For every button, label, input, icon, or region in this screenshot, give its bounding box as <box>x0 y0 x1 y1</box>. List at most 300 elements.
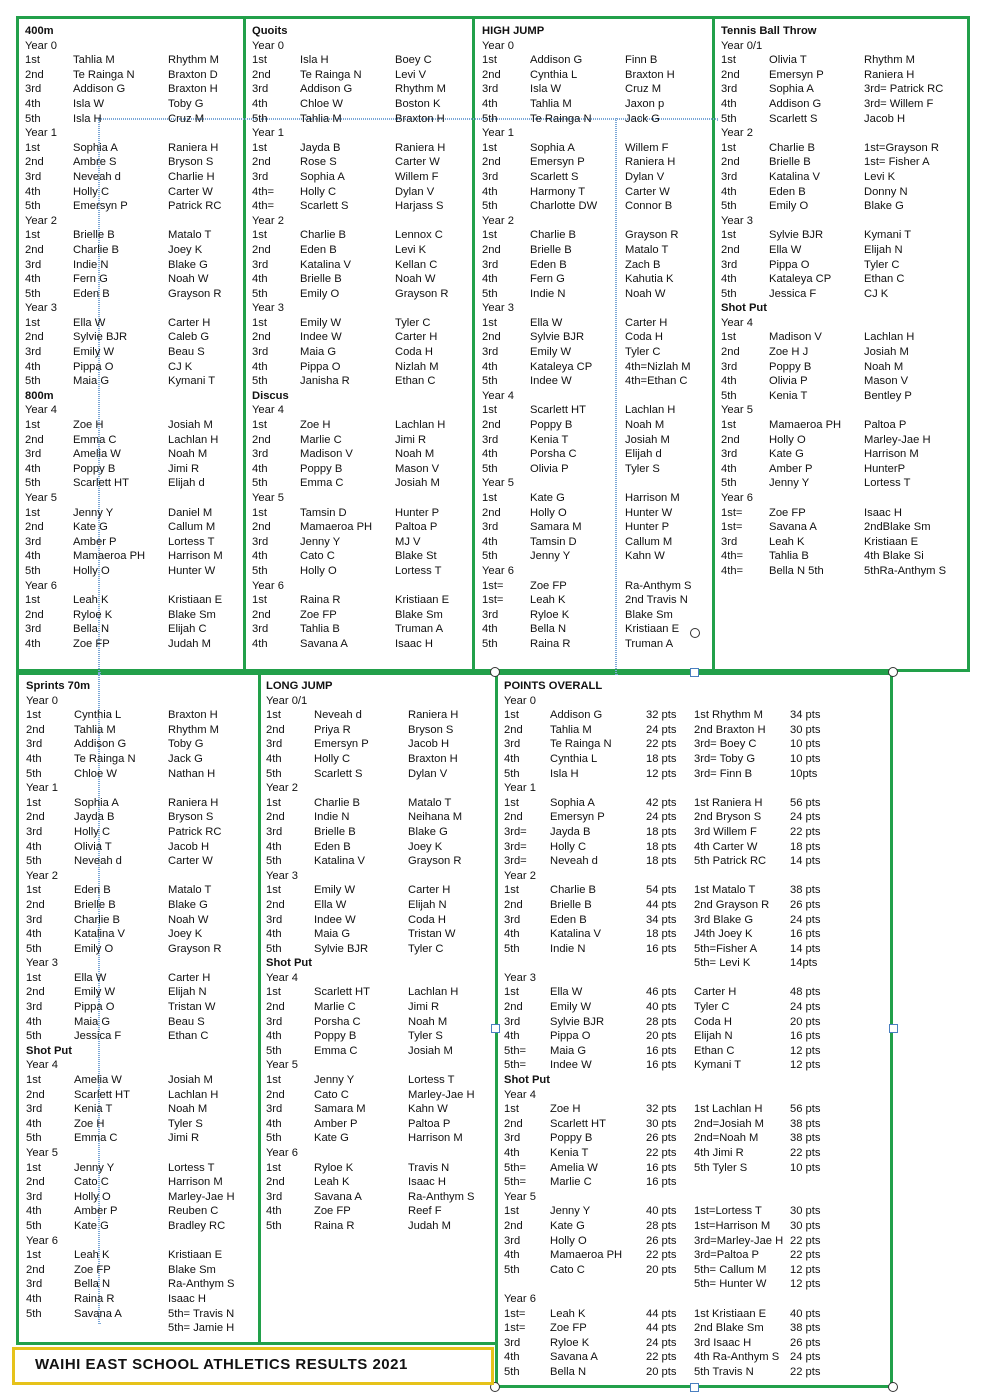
name-cell: Isla H <box>300 54 329 67</box>
resize-handle[interactable] <box>888 1382 898 1392</box>
points-cell: Carter W <box>168 855 213 868</box>
points-cell: Dylan V <box>625 170 665 183</box>
year-heading: Year 6 <box>721 492 753 504</box>
name-cell: Cato C <box>550 1263 585 1276</box>
place-cell: 3rd <box>482 433 499 446</box>
name-cell: Mamaeroa PH <box>73 550 146 563</box>
points-cell: Noah W <box>395 273 436 286</box>
place-cell: 4th <box>266 752 282 765</box>
name-cell: Poppy B <box>300 462 343 475</box>
name-cell: Samara M <box>530 521 582 534</box>
name-cell: 5th Patrick RC <box>694 855 767 868</box>
name-cell: 2nd Grayson R <box>694 898 770 911</box>
points-cell: Kellan C <box>395 258 438 271</box>
place-cell: 1st <box>721 54 736 67</box>
name-cell: Porsha C <box>530 448 577 461</box>
name-cell: Holly O <box>769 433 806 446</box>
name-cell: Scarlett S <box>530 170 579 183</box>
name-cell: Zoe H <box>550 1103 581 1116</box>
place-cell: 1st <box>252 506 267 519</box>
name-cell: Kate G <box>314 1132 349 1145</box>
place-cell: 5th <box>482 287 498 300</box>
place-cell: 3rd <box>482 170 499 183</box>
place-cell: 2nd <box>26 1263 45 1276</box>
place-cell: 4th <box>252 550 268 563</box>
points-cell: 20 pts <box>646 1263 677 1276</box>
points-cell: Carter H <box>168 971 211 984</box>
selection-guide <box>615 118 617 675</box>
place-cell: 2nd <box>482 419 501 432</box>
name-cell: Pippa O <box>300 360 341 373</box>
name-cell: Poppy B <box>314 1030 357 1043</box>
year-heading: Year 6 <box>252 579 284 592</box>
name-cell: Raina R <box>74 1292 115 1305</box>
year-heading: Year 3 <box>25 302 57 315</box>
points-cell: Noah M <box>864 360 904 373</box>
year-heading: Year 3 <box>721 214 753 227</box>
points-cell: Rhythm M <box>864 54 915 67</box>
name-cell: Eden B <box>530 258 567 271</box>
place-cell: 1st <box>504 709 519 722</box>
name-cell: Sylvie BJR <box>550 1015 605 1028</box>
name-cell: Te Rainga N <box>300 68 362 81</box>
name-cell: Tamsin D <box>300 506 347 519</box>
name-cell: Eden B <box>74 884 111 897</box>
points-cell: Kristiaan E <box>168 1249 223 1262</box>
place-cell: 5th <box>721 389 737 402</box>
points-cell: 22 pts <box>790 1249 821 1262</box>
place-cell: 2nd <box>25 243 44 256</box>
name-cell: Eden B <box>550 913 587 926</box>
points-cell: 30 pts <box>790 1205 821 1218</box>
name-cell: Kataleya CP <box>530 360 593 373</box>
name-cell: Sophia A <box>300 170 345 183</box>
points-cell: HunterP <box>864 462 906 475</box>
points-cell: Ra-Anthym S <box>408 1190 475 1203</box>
place-cell: 4th <box>25 97 41 110</box>
name-cell: Ella W <box>74 971 107 984</box>
name-cell: Bella N <box>73 623 110 636</box>
name-cell: Addison G <box>550 709 603 722</box>
name-cell: Holly C <box>300 185 337 198</box>
points-cell: 26 pts <box>646 1234 677 1247</box>
points-cell: 56 pts <box>790 1103 821 1116</box>
points-cell: 18 pts <box>646 840 677 853</box>
name-cell: Pippa O <box>73 360 114 373</box>
points-cell: Bryson S <box>408 723 454 736</box>
name-cell: Kate G <box>73 521 108 534</box>
year-heading: Year 0 <box>482 39 514 52</box>
place-cell: 3rd <box>25 83 42 96</box>
place-cell: 1st <box>721 419 736 432</box>
points-cell: Raniera H <box>395 141 446 154</box>
place-cell: 2nd <box>504 898 523 911</box>
name-cell: Bella N <box>550 1365 587 1378</box>
name-cell: Holly O <box>550 1234 587 1247</box>
name-cell: Cynthia L <box>74 709 122 722</box>
place-cell: 3rd <box>26 913 43 926</box>
place-cell: 3rd <box>25 535 42 548</box>
points-cell: Noah W <box>625 287 666 300</box>
place-cell: 1st <box>482 54 497 67</box>
name-cell: Charlie B <box>550 884 597 897</box>
year-heading: Year 2 <box>721 127 753 140</box>
points-cell: Neihana M <box>408 811 463 824</box>
points-cell: Boey C <box>395 54 432 67</box>
name-cell: Tahlia B <box>300 623 340 636</box>
name-cell: Elijah N <box>694 1030 733 1043</box>
points-cell: Josiah M <box>864 346 909 359</box>
place-cell: 1st <box>266 796 281 809</box>
place-cell: 3rd= <box>504 840 527 853</box>
resize-handle[interactable] <box>690 668 699 677</box>
year-heading: Year 6 <box>504 1292 536 1305</box>
name-cell: Ella W <box>769 243 802 256</box>
name-cell: 4th Carter W <box>694 840 758 853</box>
name-cell: Neveah d <box>314 709 362 722</box>
place-cell: 4th= <box>252 185 275 198</box>
name-cell: Jenny Y <box>769 477 810 490</box>
points-cell: Jack G <box>168 752 203 765</box>
name-cell: Madison V <box>300 448 353 461</box>
place-cell: 3rd <box>482 83 499 96</box>
place-cell: 4th <box>26 1117 42 1130</box>
points-cell: 28 pts <box>646 1219 677 1232</box>
name-cell: Indee W <box>530 375 572 388</box>
points-cell: Braxton D <box>168 68 218 81</box>
event-heading: Sprints 70m <box>26 680 91 692</box>
place-cell: 1st= <box>482 594 504 607</box>
event-heading: Shot Put <box>504 1074 550 1087</box>
name-cell: Leah K <box>74 1249 110 1262</box>
points-cell: Coda H <box>395 346 433 359</box>
points-cell: 3rd= Patrick RC <box>864 83 944 96</box>
points-cell: 4th=Ethan C <box>625 375 688 388</box>
name-cell: Neveah d <box>74 855 122 868</box>
name-cell: Ambre S <box>73 156 117 169</box>
points-cell: Bryson S <box>168 811 214 824</box>
place-cell: 3rd= <box>504 855 527 868</box>
name-cell: Kate G <box>550 1219 585 1232</box>
name-cell: Marlie C <box>314 1001 356 1014</box>
points-cell: Toby G <box>168 97 204 110</box>
place-cell: 2nd <box>252 243 271 256</box>
name-cell: 1st Kristiaan E <box>694 1307 767 1320</box>
name-cell: Savana A <box>769 521 817 534</box>
points-cell: Jaxon p <box>625 97 665 110</box>
year-heading: Year 5 <box>26 1147 58 1159</box>
points-cell: Jacob H <box>168 840 210 853</box>
points-cell: Elijah N <box>408 898 447 911</box>
name-cell: Emersyn P <box>769 68 824 81</box>
place-cell: 5th <box>721 287 737 300</box>
points-cell: Matalo T <box>408 796 452 809</box>
place-cell: 5th <box>26 1132 42 1145</box>
points-cell: Paltoa P <box>864 419 907 432</box>
points-cell: 40 pts <box>790 1307 821 1320</box>
year-heading: Year 0 <box>504 694 536 707</box>
year-heading: Year 1 <box>26 782 58 795</box>
points-cell: Kahn W <box>408 1103 448 1116</box>
points-cell: Rhythm M <box>168 54 219 67</box>
year-heading: Year 4 <box>26 1059 58 1072</box>
points-cell: 26 pts <box>646 1132 677 1145</box>
name-cell: Holly O <box>300 564 337 577</box>
name-cell: Amelia W <box>73 448 121 461</box>
name-cell: Zoe H J <box>769 346 809 359</box>
page-title: WAIHI EAST SCHOOL ATHLETICS RESULTS 2021 <box>12 1347 494 1385</box>
name-cell: Indie N <box>314 811 350 824</box>
place-cell: 4th <box>266 1205 282 1218</box>
name-cell: Scarlett S <box>300 200 349 213</box>
name-cell: Emma C <box>300 477 344 490</box>
name-cell: Katalina V <box>550 928 601 941</box>
resize-handle[interactable] <box>491 1024 500 1033</box>
points-cell: Raniera H <box>408 709 459 722</box>
resize-handle[interactable] <box>690 1383 699 1392</box>
name-cell: Isla H <box>550 767 579 780</box>
name-cell: Brielle B <box>74 898 116 911</box>
points-cell: Jimi R <box>395 433 427 446</box>
resize-handle[interactable] <box>690 628 700 638</box>
points-cell: Blake St <box>395 550 437 563</box>
place-cell: 3rd <box>266 1190 283 1203</box>
name-cell: Pippa O <box>769 258 810 271</box>
place-cell: 4th= <box>721 550 744 563</box>
place-cell: 4th <box>721 375 737 388</box>
year-heading: Year 1 <box>482 127 514 140</box>
place-cell: 1st <box>266 884 281 897</box>
points-cell: 1st=Grayson R <box>864 141 939 154</box>
name-cell: Sophia A <box>74 796 119 809</box>
points-cell: Callum M <box>625 535 673 548</box>
name-cell: Savana A <box>314 1190 362 1203</box>
points-cell: 32 pts <box>646 709 677 722</box>
place-cell: 4th <box>25 185 41 198</box>
place-cell: 4th= <box>252 200 275 213</box>
points-cell: 30 pts <box>790 723 821 736</box>
place-cell: 4th <box>25 462 41 475</box>
place-cell: 3rd <box>721 535 738 548</box>
name-cell: Maia G <box>314 928 351 941</box>
points-cell: Lortess T <box>408 1074 455 1087</box>
points-cell: Paltoa P <box>395 521 438 534</box>
points-cell: Bradley RC <box>168 1219 226 1232</box>
points-cell: Connor B <box>625 200 673 213</box>
place-cell: 3rd <box>482 521 499 534</box>
resize-handle[interactable] <box>889 1024 898 1033</box>
name-cell: Poppy B <box>530 419 573 432</box>
name-cell: Marlie C <box>300 433 342 446</box>
place-cell: 5th <box>252 477 268 490</box>
points-cell: Matalo T <box>168 229 212 242</box>
name-cell: Tahlia M <box>530 97 572 110</box>
place-cell: 3rd <box>252 83 269 96</box>
name-cell: 1st Raniera H <box>694 796 763 809</box>
place-cell: 3rd <box>252 258 269 271</box>
points-cell: 38 pts <box>790 884 821 897</box>
place-cell: 2nd <box>25 331 44 344</box>
points-cell: Braxton H <box>168 83 218 96</box>
place-cell: 1st <box>26 971 41 984</box>
name-cell: Isla H <box>73 112 102 125</box>
points-cell: Josiah M <box>168 419 213 432</box>
place-cell: 2nd <box>26 811 45 824</box>
points-cell: Joey K <box>408 840 443 853</box>
name-cell: Olivia P <box>769 375 808 388</box>
year-heading: Year 3 <box>266 869 298 882</box>
points-cell: Noah M <box>408 1015 448 1028</box>
place-cell: 4th <box>721 273 737 286</box>
points-cell: 26 pts <box>790 1336 821 1349</box>
name-cell: J4th Joey K <box>694 928 753 941</box>
name-cell: Katalina V <box>300 258 351 271</box>
place-cell: 5th <box>25 200 41 213</box>
points-cell: Mason V <box>395 462 440 475</box>
name-cell: Charlie B <box>314 796 361 809</box>
points-cell: Caleb G <box>168 331 210 344</box>
name-cell: Katalina V <box>314 855 365 868</box>
name-cell: Indie N <box>73 258 109 271</box>
points-cell: 16 pts <box>646 1059 677 1072</box>
place-cell: 4th <box>252 360 268 373</box>
name-cell: Emersyn P <box>73 200 128 213</box>
place-cell: 1st <box>252 141 267 154</box>
name-cell: Addison G <box>73 83 126 96</box>
points-cell: Lachlan H <box>168 433 219 446</box>
name-cell: Olivia P <box>530 462 569 475</box>
place-cell: 2nd <box>482 68 501 81</box>
name-cell: Amber P <box>314 1117 358 1130</box>
year-heading: Year 6 <box>26 1234 58 1247</box>
place-cell: 5th <box>504 942 520 955</box>
name-cell: 2nd Braxton H <box>694 723 766 736</box>
points-cell: Zach B <box>625 258 661 271</box>
name-cell: Holly O <box>74 1190 111 1203</box>
name-cell: Scarlett HT <box>74 1088 130 1101</box>
place-cell: 2nd <box>504 1219 523 1232</box>
place-cell: 1st <box>266 986 281 999</box>
place-cell: 1st= <box>721 521 743 534</box>
place-cell: 1st <box>721 229 736 242</box>
place-cell: 4th= <box>721 564 744 577</box>
points-cell: Coda H <box>625 331 663 344</box>
name-cell: Neveah d <box>73 170 121 183</box>
name-cell: Jayda B <box>550 825 591 838</box>
name-cell: Zoe FP <box>73 637 110 650</box>
place-cell: 1st= <box>504 1322 526 1335</box>
resize-handle[interactable] <box>888 667 898 677</box>
points-cell: Harrison M <box>408 1132 463 1145</box>
points-cell: Joey K <box>168 928 203 941</box>
points-cell: 20 pts <box>790 1015 821 1028</box>
points-cell: Elijah N <box>864 243 903 256</box>
event-heading: Shot Put <box>26 1044 72 1057</box>
place-cell: 4th <box>266 840 282 853</box>
points-cell: Patrick RC <box>168 200 222 213</box>
place-cell: 5th <box>25 477 41 490</box>
points-cell: Tyler C <box>625 346 661 359</box>
points-cell: Mason V <box>864 375 909 388</box>
place-cell: 2nd <box>26 1088 45 1101</box>
place-cell: 3rd <box>266 913 283 926</box>
points-cell: 44 pts <box>646 1322 677 1335</box>
name-cell: Kataleya CP <box>769 273 832 286</box>
points-cell: Tristan W <box>168 1001 216 1014</box>
place-cell: 5th <box>482 375 498 388</box>
place-cell: 2nd <box>266 1001 285 1014</box>
points-cell: Matalo T <box>168 884 212 897</box>
points-cell: MJ V <box>395 535 421 548</box>
name-cell: Isla W <box>530 83 562 96</box>
points-cell: Harrison M <box>168 550 223 563</box>
place-cell: 1st <box>25 316 40 329</box>
place-cell: 2nd <box>26 723 45 736</box>
name-cell: Charlie B <box>300 229 347 242</box>
resize-handle[interactable] <box>490 667 500 677</box>
year-heading: Year 4 <box>266 971 298 984</box>
place-cell: 4th <box>721 462 737 475</box>
event-heading: Quoits <box>252 25 288 37</box>
place-cell: 2nd <box>25 433 44 446</box>
year-heading: Year 6 <box>266 1147 298 1159</box>
points-cell: Jimi R <box>408 1001 440 1014</box>
points-cell: 38 pts <box>790 1117 821 1130</box>
name-cell: Emily W <box>530 346 572 359</box>
year-heading: Year 5 <box>504 1190 536 1203</box>
name-cell: Scarlett HT <box>314 986 370 999</box>
place-cell: 2nd <box>721 346 740 359</box>
name-cell: 3rd=Paltoa P <box>694 1249 759 1262</box>
name-cell: 5th= Hunter W <box>694 1278 767 1291</box>
place-cell: 5th <box>504 1365 520 1378</box>
points-cell: Truman A <box>395 623 444 636</box>
place-cell: 5th <box>482 112 498 125</box>
place-cell: 2nd <box>504 723 523 736</box>
points-cell: Judah M <box>168 637 211 650</box>
points-cell: Blake Sm <box>168 608 216 621</box>
year-heading: Year 2 <box>252 214 284 227</box>
points-cell: 22 pts <box>646 1351 677 1364</box>
name-cell: Bella N <box>74 1278 111 1291</box>
place-cell: 4th <box>721 185 737 198</box>
points-cell: 44 pts <box>646 1307 677 1320</box>
name-cell: Scarlett HT <box>530 404 586 417</box>
name-cell: Charlie B <box>74 913 121 926</box>
year-heading: Year 1 <box>25 127 57 140</box>
points-cell: 22 pts <box>790 1365 821 1378</box>
points-cell: Donny N <box>864 185 908 198</box>
points-cell: Grayson R <box>395 287 449 300</box>
place-cell: 4th <box>25 273 41 286</box>
name-cell: Brielle B <box>550 898 592 911</box>
name-cell: Holly C <box>550 840 587 853</box>
place-cell: 2nd <box>26 986 45 999</box>
name-cell: Tamsin D <box>530 535 577 548</box>
name-cell: Poppy B <box>550 1132 593 1145</box>
points-cell: Tyler S <box>625 462 660 475</box>
points-cell: 18 pts <box>790 840 821 853</box>
place-cell: 4th <box>252 462 268 475</box>
points-cell: Noah M <box>168 1103 208 1116</box>
name-cell: Kate G <box>530 492 565 504</box>
year-heading: Year 2 <box>266 782 298 795</box>
name-cell: Leah K <box>314 1176 350 1189</box>
place-cell: 3rd <box>26 825 43 838</box>
place-cell: 3rd <box>26 1190 43 1203</box>
place-cell: 5th= <box>504 1176 527 1189</box>
place-cell: 5th <box>252 287 268 300</box>
